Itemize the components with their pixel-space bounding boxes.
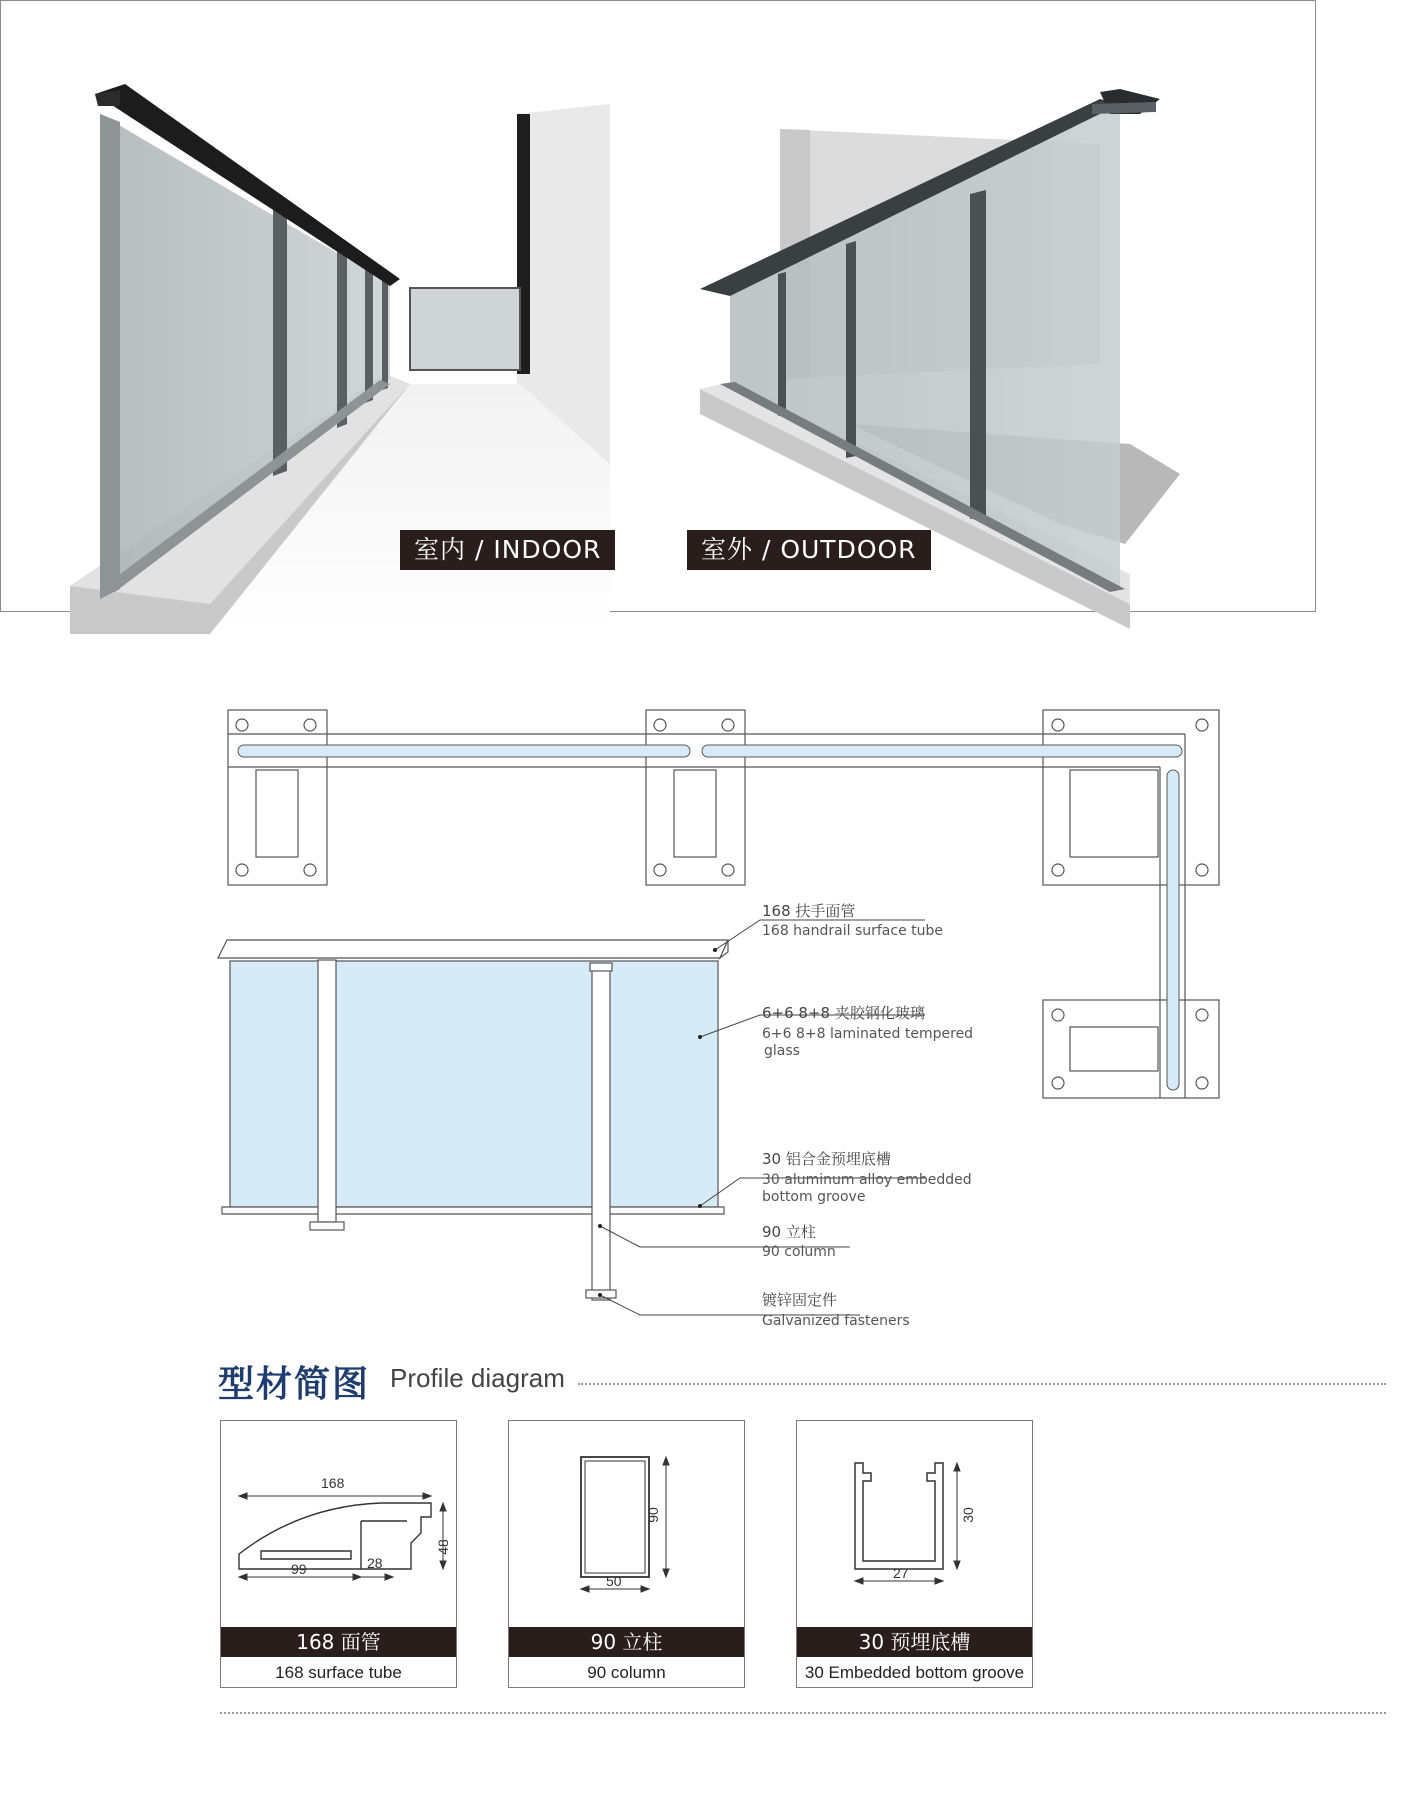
dim-90: 90 — [644, 1507, 661, 1523]
render-frame — [0, 0, 1316, 612]
callout-groove-en2: bottom groove — [762, 1189, 866, 1205]
callout-handrail-en: 168 handrail surface tube — [762, 923, 944, 939]
callout-fastener-en: Galvanized fasteners — [762, 1313, 910, 1329]
installation-drawing — [0, 690, 1417, 1340]
column — [318, 960, 336, 1222]
callout-fastener-cn: 镀锌固定件 — [762, 1291, 838, 1309]
glass-panel — [230, 961, 718, 1207]
callout-groove-cn: 30 铝合金预埋底槽 — [762, 1150, 891, 1168]
column-profile — [509, 1421, 744, 1626]
callout-column-en: 90 column — [762, 1244, 836, 1260]
profile-card-surface-tube — [220, 1420, 457, 1688]
profile-band: 168 面管 — [221, 1627, 456, 1657]
dim-168: 168 — [321, 1475, 345, 1491]
callout-glass-en2: glass — [764, 1043, 800, 1059]
profile-label: 90 column — [587, 1663, 666, 1682]
indoor-badge: 室内 / INDOOR — [400, 530, 615, 570]
profile-band: 30 预埋底槽 — [797, 1627, 1032, 1657]
groove-profile — [797, 1421, 1032, 1626]
dim-99: 99 — [291, 1561, 307, 1577]
profile-card-groove — [796, 1420, 1033, 1688]
callout-glass-cn: 6+6 8+8 夹胶钢化玻璃 — [762, 1004, 925, 1022]
profile-band: 90 立柱 — [509, 1627, 744, 1657]
profile-card-column — [508, 1420, 745, 1688]
dim-50: 50 — [606, 1573, 622, 1589]
outdoor-badge: 室外 / OUTDOOR — [687, 530, 931, 570]
section-title-en: Profile diagram — [390, 1363, 565, 1393]
callout-glass-en: 6+6 8+8 laminated tempered — [762, 1026, 974, 1042]
callout-handrail-cn: 168 扶手面管 — [762, 902, 856, 920]
surface-tube-profile — [221, 1421, 456, 1626]
profile-label: 168 surface tube — [275, 1663, 402, 1682]
plan-base-plate — [228, 710, 327, 885]
column — [592, 970, 610, 1300]
callout-groove-en: 30 aluminum alloy embedded — [762, 1172, 972, 1188]
section-dotted-rule — [578, 1383, 1386, 1385]
plan-base-plate — [646, 710, 745, 885]
section-title-cn: 型材简图 — [218, 1364, 371, 1405]
dim-30: 30 — [959, 1507, 976, 1523]
dim-27: 27 — [893, 1565, 909, 1581]
bottom-dotted-rule — [220, 1712, 1386, 1714]
profile-label: 30 Embedded bottom groove — [804, 1663, 1025, 1682]
callout-column-cn: 90 立柱 — [762, 1223, 816, 1241]
dim-28: 28 — [367, 1555, 383, 1571]
dim-48: 48 — [434, 1539, 451, 1555]
